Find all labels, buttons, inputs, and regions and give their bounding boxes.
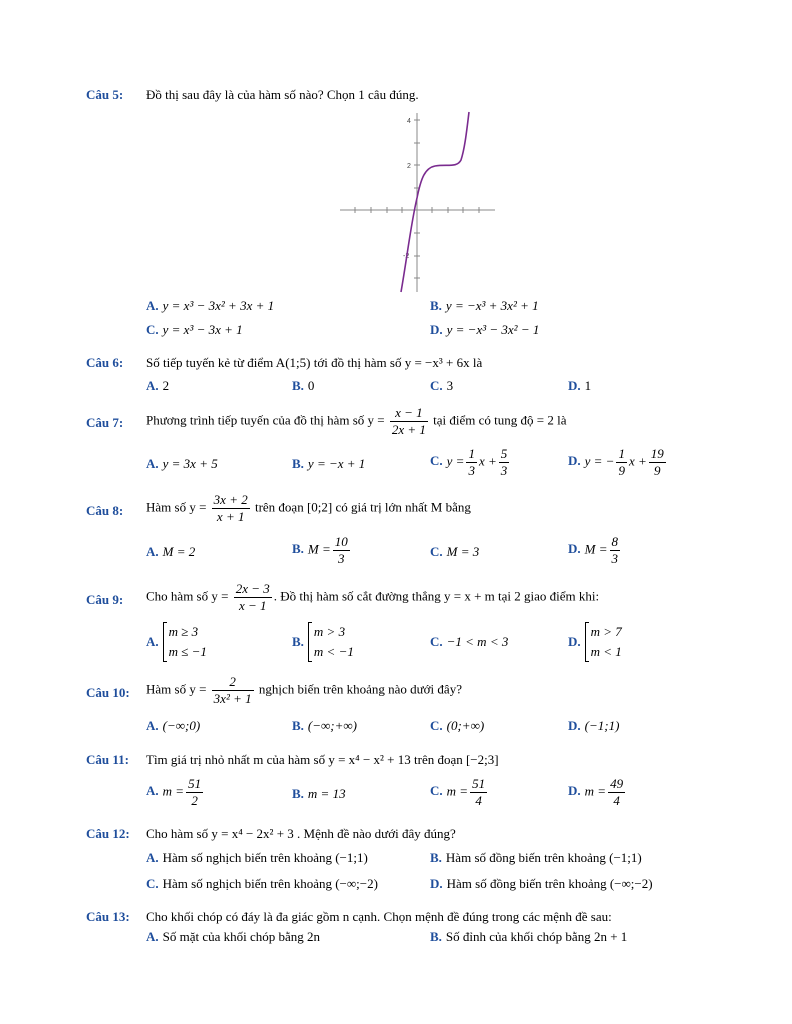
question-7-text: Phương trình tiếp tuyến của đồ thị hàm số y = $\frac{x - 1}{2x + 1}$ tại điểm có tung độ = 2 là [146,405,567,437]
question-6-label: Câu 6: [86,355,124,370]
question-9-text: Cho hàm số y = $\frac{2x - 3}{x - 1}$ . Đồ thị hàm số cắt đường thẳng y = x + m tại 2 giao điểm khi: [146,581,600,613]
q12-option-d[interactable]: D. Hàm số đồng biến trên khoảng (−∞;−2) [430,876,653,891]
q8-option-b[interactable]: B. M = $\frac{10}{3}$ [292,534,348,566]
q11-option-b[interactable]: B. m = 13 [292,786,346,801]
q12-option-a[interactable]: A. Hàm số nghịch biến trên khoảng (−1;1) [146,850,368,865]
cubic-function-graph [335,108,500,294]
question-11-label: Câu 11: [86,752,129,767]
question-7-label: Câu 7: [86,415,124,430]
question-12-label: Câu 12: [86,826,130,841]
question-5-text: Đồ thị sau đây là của hàm số nào? Chọn 1 câu đúng. [146,87,419,102]
q13-option-a[interactable]: A. Số mặt của khối chóp bằng 2n [146,929,321,944]
q12-option-c[interactable]: C. Hàm số nghịch biến trên khoảng (−∞;−2) [146,876,378,891]
question-12-text: Cho hàm số y = x⁴ − 2x² + 3 . Mệnh đề nào dưới đây đúng? [146,826,456,841]
q7-fraction: $\frac{x - 1}{2x + 1}$ [391,405,426,437]
q7-option-d[interactable]: D. y = − $\frac{1}{9}$ x + $\frac{19}{9}$ [568,446,664,478]
q6-option-c[interactable]: C. 3 [430,378,454,393]
q9-option-c[interactable]: C. −1 < m < 3 [430,634,509,649]
tick-label-minus-2: -2 [403,253,410,260]
question-13-text: Cho khối chóp có đáy là đa giác gồm n cạnh. Chọn mệnh đề đúng trong các mệnh đề sau: [146,909,612,924]
q5-option-b[interactable]: B. y = −x³ + 3x² + 1 [430,298,539,313]
q8-option-a[interactable]: A. M = 2 [146,544,196,559]
cubic-curve [401,112,469,292]
q10-option-a[interactable]: A. (−∞;0) [146,718,201,733]
q8-option-c[interactable]: C. M = 3 [430,544,480,559]
q7-option-b[interactable]: B. y = −x + 1 [292,456,366,471]
q13-option-b[interactable]: B. Số đỉnh của khối chóp bằng 2n + 1 [430,929,628,944]
question-5-label: Câu 5: [86,87,124,102]
question-13-label: Câu 13: [86,909,130,924]
q11-option-a[interactable]: A. m = $\frac{51}{2}$ [146,776,202,808]
q5-option-c[interactable]: C. y = x³ − 3x + 1 [146,322,243,337]
q7-option-a[interactable]: A. y = 3x + 5 [146,456,218,471]
question-9-label: Câu 9: [86,592,124,607]
q11-option-d[interactable]: D. m = $\frac{49}{4}$ [568,776,624,808]
q10-option-d[interactable]: D. (−1;1) [568,718,620,733]
q9-fraction: $\frac{2x - 3}{x - 1}$ [235,581,270,613]
q6-option-a[interactable]: A. 2 [146,378,170,393]
q6-option-d[interactable]: D. 1 [568,378,592,393]
q8-option-d[interactable]: D. M = $\frac{8}{3}$ [568,534,618,566]
question-8-label: Câu 8: [86,503,124,518]
q11-option-c[interactable]: C. m = $\frac{51}{4}$ [430,776,486,808]
q5-option-d[interactable]: D. y = −x³ − 3x² − 1 [430,322,540,337]
question-11-text: Tìm giá trị nhỏ nhất m của hàm số y = x⁴ − x² + 13 trên đoạn [−2;3] [146,752,499,767]
q6-option-b[interactable]: B. 0 [292,378,315,393]
q9-option-a[interactable]: A. m ≥ 3 m ≤ −1 [146,622,207,662]
q10-option-b[interactable]: B. (−∞;+∞) [292,718,357,733]
question-10-label: Câu 10: [86,685,130,700]
q9-option-d[interactable]: D. m > 7 m < 1 [568,622,622,662]
question-8-text: Hàm số y = $\frac{3x + 2}{x + 1}$ trên đoạn [0;2] có giá trị lớn nhất M bằng [146,492,471,524]
q12-option-b[interactable]: B. Hàm số đồng biến trên khoảng (−1;1) [430,850,642,865]
question-6-text: Số tiếp tuyến kẻ từ điểm A(1;5) tới đồ thị hàm số y = −x³ + 6x là [146,355,483,370]
q10-fraction: $\frac{2}{\text{3x² + 1}}$ [213,674,252,706]
tick-label-4: 4 [407,118,411,125]
q8-fraction: $\frac{3x + 2}{x + 1}$ [213,492,248,524]
q9-option-b[interactable]: B. m > 3 m < −1 [292,622,354,662]
q5-option-a[interactable]: A. y = x³ − 3x² + 3x + 1 [146,298,275,313]
q10-option-c[interactable]: C. (0;+∞) [430,718,485,733]
q7-option-c[interactable]: C. y = $\frac{1}{3}$ x + $\frac{5}{3}$ [430,446,508,478]
tick-label-2: 2 [407,163,411,170]
question-10-text: Hàm số y = $\frac{2}{\text{3x² + 1}}$ nghịch biến trên khoảng nào dưới đây? [146,674,462,706]
